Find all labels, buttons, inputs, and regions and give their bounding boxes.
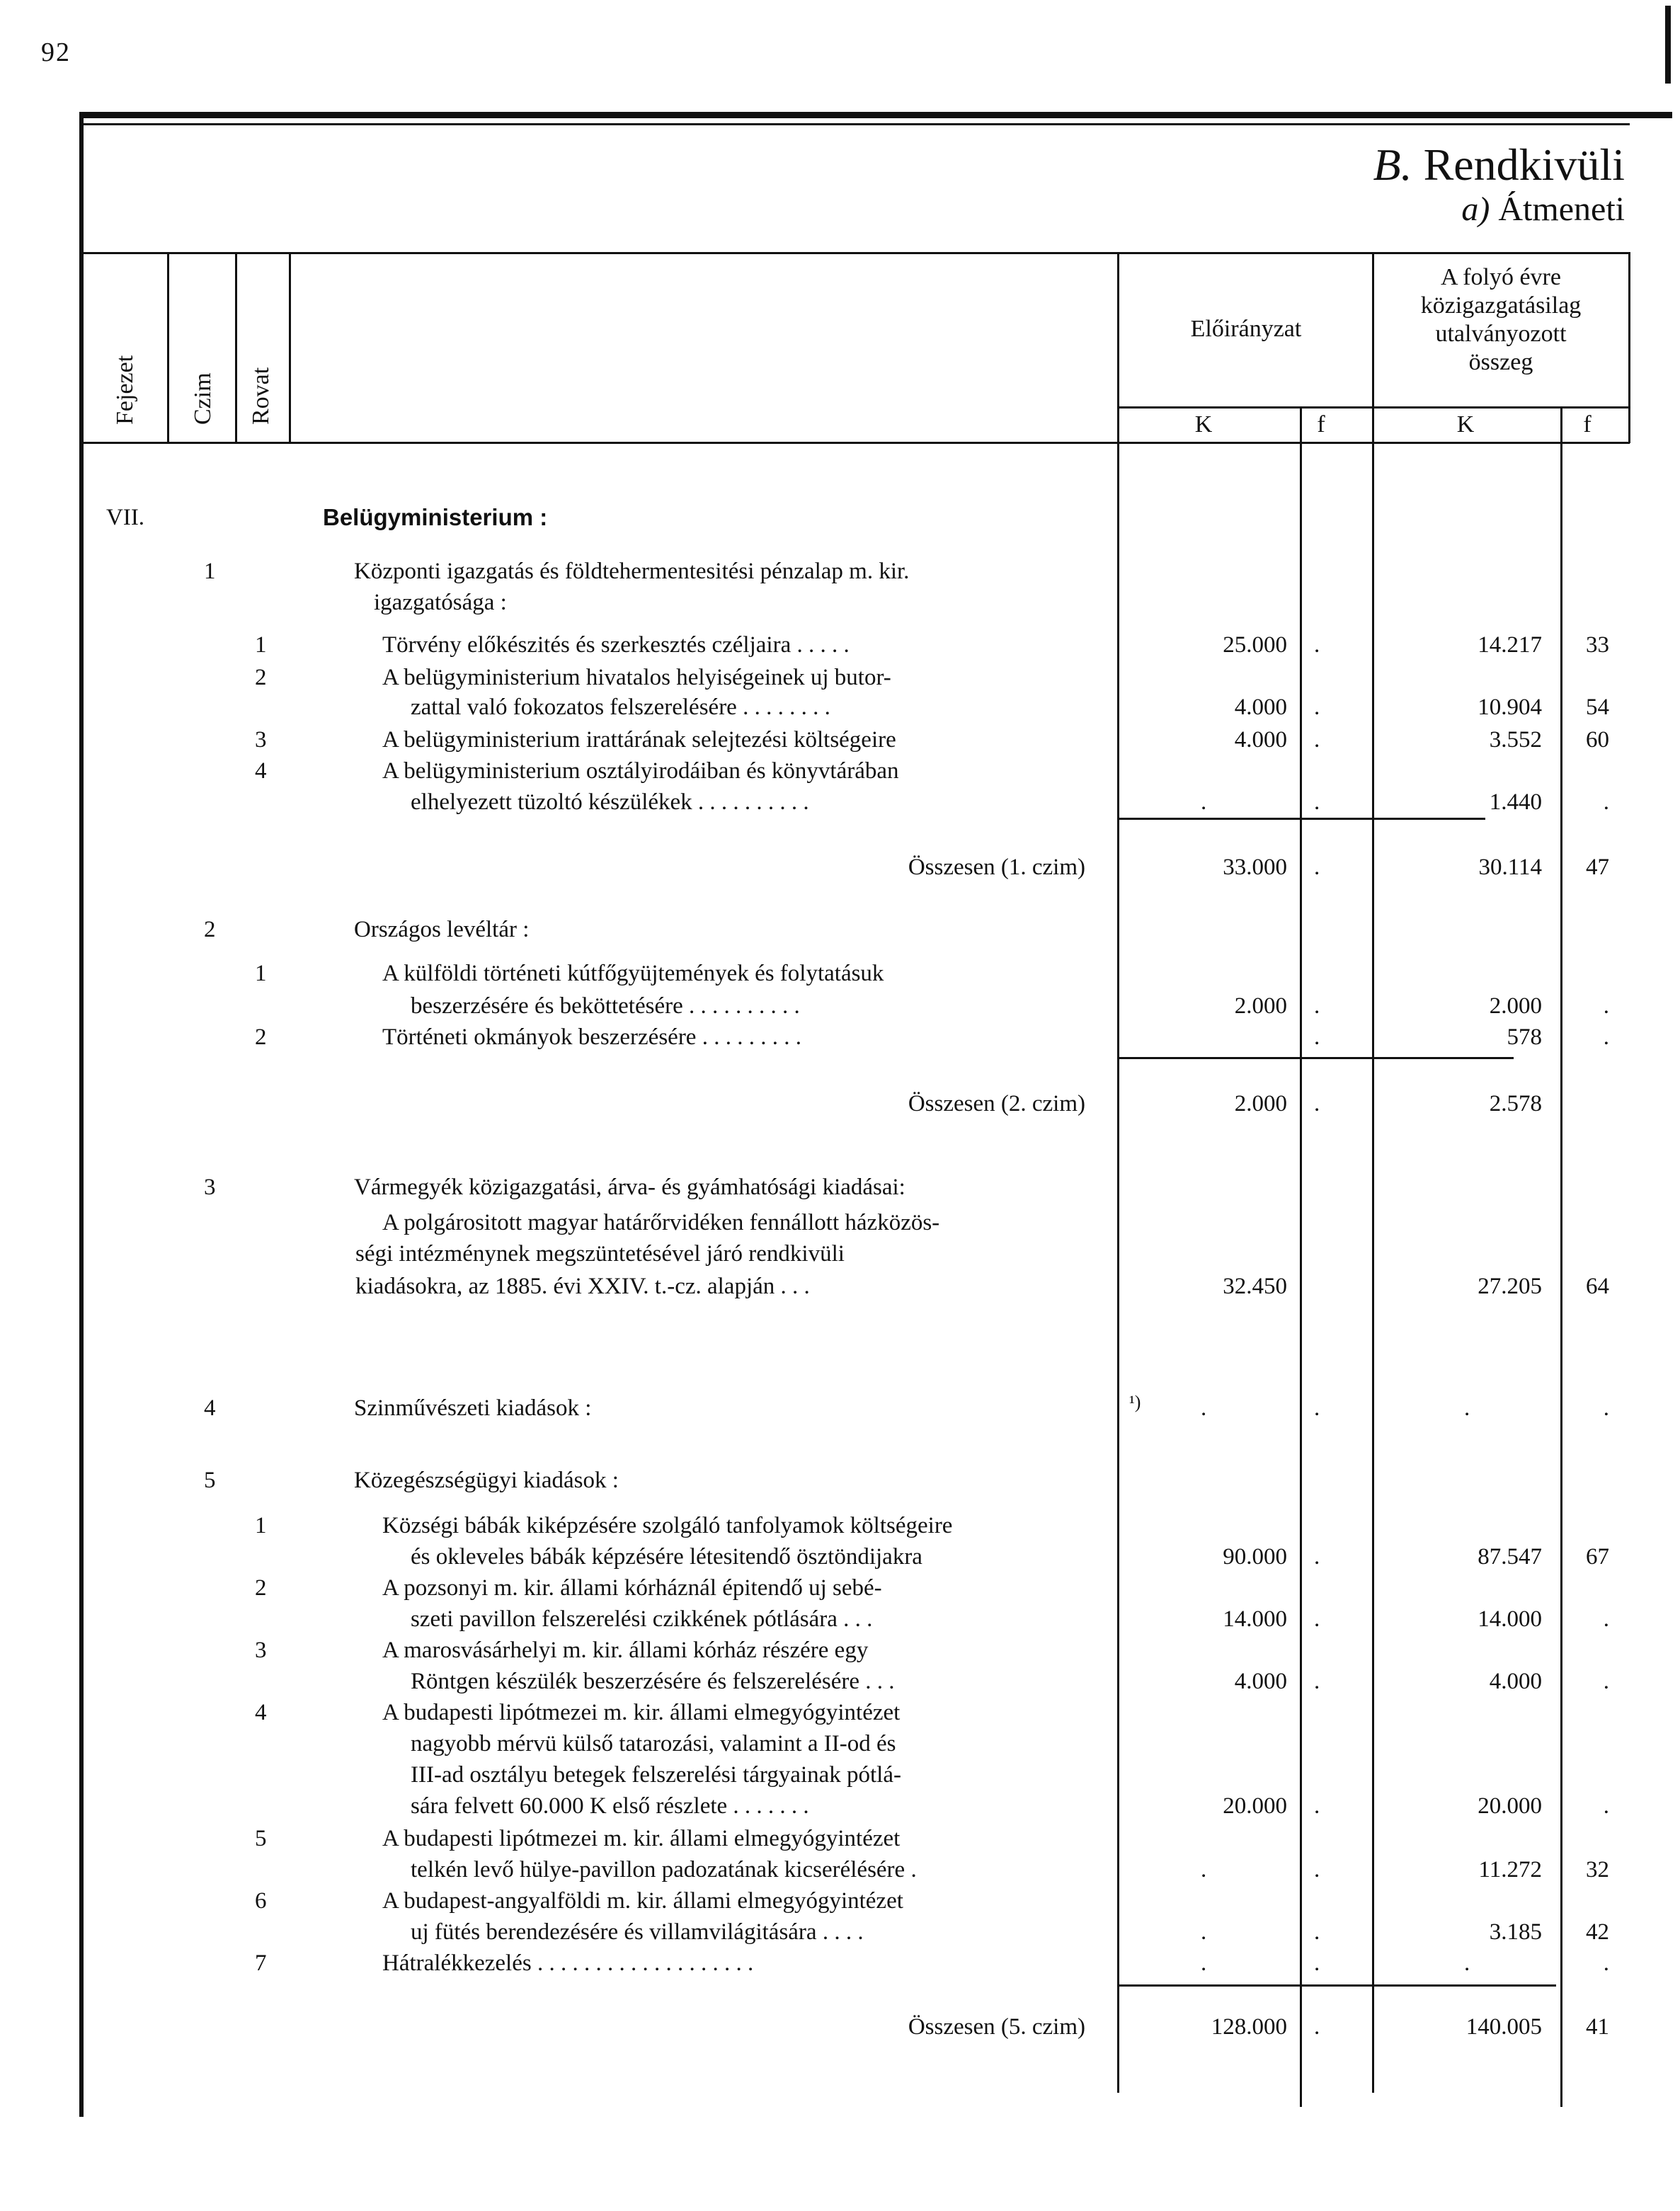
row-eloiranyzat-k: .: [1201, 789, 1207, 815]
col-sep-fejezet: [167, 252, 169, 443]
row-eloiranyzat-k: 14.000: [1223, 1606, 1287, 1632]
page-number: 92: [41, 38, 71, 67]
row-folyo-f: .: [1603, 789, 1609, 815]
row-folyo-k: 140.005: [1465, 2014, 1542, 2040]
table-row: [0, 555, 1680, 588]
table-row: [0, 724, 1680, 756]
header-f1: f: [1317, 411, 1325, 438]
row-folyo-f: .: [1603, 1793, 1609, 1819]
row-czim: 3: [204, 1175, 216, 1200]
row-folyo-f: 47: [1586, 855, 1609, 880]
header-k1: K: [1194, 411, 1213, 438]
row-eloiranyzat-f: .: [1314, 1606, 1320, 1632]
row-description: Belügyministerium :: [323, 504, 548, 530]
row-folyo-k: 4.000: [1489, 1669, 1542, 1694]
row-folyo-f: .: [1603, 993, 1609, 1019]
header-rovat: Rovat: [248, 367, 274, 425]
table-row: [0, 755, 1680, 787]
row-eloiranyzat-f: .: [1314, 632, 1320, 658]
row-folyo-f: .: [1603, 1024, 1609, 1050]
row-description: A budapesti lipótmezei m. kir. állami elmegyógyintézet: [382, 1700, 901, 1725]
row-eloiranyzat-f: .: [1314, 789, 1320, 815]
table-row: [0, 1727, 1680, 1760]
row-czim: 5: [204, 1468, 216, 1493]
row-eloiranyzat-k: 33.000: [1223, 855, 1287, 880]
row-folyo-k: 1.440: [1489, 789, 1542, 815]
header-folyo-line2: közigazgatásilag: [1420, 292, 1582, 319]
section-title-prefix: B.: [1373, 139, 1412, 190]
row-eloiranyzat-f: .: [1314, 727, 1320, 753]
row-description: Közegészségügyi kiadások :: [354, 1468, 619, 1493]
row-description: Központi igazgatás és földtehermentesitési pénzalap m. kir.: [354, 559, 910, 584]
row-eloiranyzat-k: .: [1201, 1395, 1207, 1421]
row-description: Szinművészeti kiadások :: [354, 1395, 592, 1421]
row-total-label: Összesen (5. czim): [908, 2014, 1085, 2040]
row-description: szeti pavillon felszerelési czikkének pótlására . . .: [411, 1606, 873, 1632]
row-folyo-f: 64: [1586, 1274, 1609, 1299]
row-folyo-f: 41: [1586, 2014, 1609, 2040]
row-eloiranyzat-f: .: [1314, 1919, 1320, 1945]
table-row: [0, 913, 1680, 946]
table-row-total: [0, 1087, 1680, 1120]
row-description: Törvény előkészités és szerkesztés czéljaira . . . . .: [382, 632, 850, 658]
top-rule-thin: [79, 123, 1630, 125]
row-rovat: 5: [255, 1826, 267, 1851]
table-row: [0, 1916, 1680, 1948]
header-folyo-line3: utalványozott: [1435, 321, 1567, 347]
row-description: kiadásokra, az 1885. évi XXIV. t.-cz. alapján . . .: [355, 1274, 810, 1299]
table-row: [0, 1790, 1680, 1822]
header-fejezet: Fejezet: [112, 355, 138, 425]
row-description: A pozsonyi m. kir. állami kórháznál épitendő uj sebé-: [382, 1575, 882, 1601]
table-row: [0, 1947, 1680, 1979]
row-folyo-k: 14.000: [1478, 1606, 1542, 1632]
section-title-text: Rendkivüli: [1423, 139, 1625, 190]
row-rovat: 6: [255, 1888, 267, 1914]
header-eloiranyzat: Előirányzat: [1190, 316, 1302, 342]
row-eloiranyzat-f: .: [1314, 1544, 1320, 1570]
section-subtitle: [1461, 190, 1625, 229]
section-subtitle-prefix: a): [1461, 190, 1490, 228]
row-eloiranyzat-k: 4.000: [1234, 727, 1287, 753]
row-rovat: 3: [255, 727, 267, 753]
row-eloiranyzat-k: 4.000: [1234, 1669, 1287, 1694]
row-eloiranyzat-k: 90.000: [1223, 1544, 1287, 1570]
row-eloiranyzat-k: 25.000: [1223, 632, 1287, 658]
header-czim: Czim: [190, 372, 216, 425]
row-eloiranyzat-f: .: [1314, 1091, 1320, 1116]
row-description: ségi intézménynek megszüntetésével járó rendkivüli: [355, 1241, 845, 1267]
row-rovat: 1: [255, 632, 267, 658]
row-folyo-k: 14.217: [1478, 632, 1542, 658]
table-row: [0, 1238, 1680, 1270]
table-row: [0, 1509, 1680, 1542]
row-rovat: 3: [255, 1638, 267, 1663]
top-rule: [79, 112, 1672, 118]
row-folyo-k: 87.547: [1478, 1544, 1542, 1570]
row-description: Röntgen készülék beszerzésére és felszerelésére . . .: [411, 1669, 895, 1694]
row-footnote-marker: ¹): [1129, 1392, 1141, 1412]
header-bottom-line: [84, 442, 1630, 444]
row-eloiranyzat-f: .: [1314, 855, 1320, 880]
row-folyo-k: .: [1464, 1395, 1470, 1421]
row-rovat: 2: [255, 665, 267, 690]
col-sep-rovat: [289, 252, 291, 443]
row-eloiranyzat-k: 2.000: [1234, 1091, 1287, 1116]
table-row: [0, 1021, 1680, 1053]
row-eloiranyzat-k: 20.000: [1223, 1793, 1287, 1819]
table-row: [0, 1759, 1680, 1791]
row-description: A marosvásárhelyi m. kir. állami kórház részére egy: [382, 1638, 869, 1663]
subtotal-rule-2: [1117, 1057, 1514, 1059]
row-folyo-f: 54: [1586, 695, 1609, 720]
row-description: A budapest-angyalföldi m. kir. állami elmegyógyintézet: [382, 1888, 903, 1914]
row-eloiranyzat-k: 4.000: [1234, 695, 1287, 720]
row-eloiranyzat-k: 2.000: [1234, 993, 1287, 1019]
table-row: [0, 1696, 1680, 1729]
row-description: Országos levéltár :: [354, 917, 530, 942]
row-eloiranyzat-f: .: [1314, 1395, 1320, 1421]
row-czim: 1: [204, 559, 216, 584]
row-eloiranyzat-f: .: [1314, 1793, 1320, 1819]
row-rovat: 2: [255, 1575, 267, 1601]
table-row: [0, 1270, 1680, 1303]
row-total-label: Összesen (1. czim): [908, 855, 1085, 880]
table-row: [0, 691, 1680, 724]
row-czim: 4: [204, 1395, 216, 1421]
row-description: Községi bábák kiképzésére szolgáló tanfolyamok költségeire: [382, 1513, 953, 1538]
row-description: és okleveles bábák képzésére létesitendő ösztöndijakra: [411, 1544, 922, 1570]
header-top-line: [84, 252, 1630, 254]
row-eloiranyzat-f: .: [1314, 1024, 1320, 1050]
header-folyo-line1: A folyó évre: [1441, 264, 1561, 290]
section-subtitle-text: Átmeneti: [1498, 190, 1625, 228]
table-row: [0, 1853, 1680, 1886]
table-row: [0, 629, 1680, 661]
row-folyo-k: 27.205: [1478, 1274, 1542, 1299]
row-description: uj fütés berendezésére és villamvilágitására . . . .: [411, 1919, 864, 1945]
row-folyo-f: 42: [1586, 1919, 1609, 1945]
row-folyo-f: .: [1603, 1395, 1609, 1421]
row-description: Történeti okmányok beszerzésére . . . . . . . . .: [382, 1024, 801, 1050]
row-folyo-f: .: [1603, 1669, 1609, 1694]
row-folyo-k: 578: [1507, 1024, 1542, 1050]
row-description: elhelyezett tüzoltó készülékek . . . . . . . . . .: [411, 789, 809, 815]
row-folyo-k: .: [1464, 1950, 1470, 1976]
row-folyo-k: 3.185: [1489, 1919, 1542, 1945]
table-row: [0, 1541, 1680, 1573]
row-eloiranyzat-k: .: [1201, 1950, 1207, 1976]
table-row: [0, 1392, 1680, 1424]
table-row: [0, 1464, 1680, 1497]
table-row: [0, 1171, 1680, 1204]
table-row: [0, 661, 1680, 694]
row-rovat: 4: [255, 758, 267, 784]
table-row-total: [0, 2011, 1680, 2043]
row-folyo-f: .: [1603, 1606, 1609, 1632]
header-f2: f: [1583, 411, 1592, 438]
section-title: [1373, 139, 1625, 191]
row-description: sára felvett 60.000 K első részlete . . . . . . .: [411, 1793, 809, 1819]
row-folyo-k: 20.000: [1478, 1793, 1542, 1819]
table-row: [0, 1822, 1680, 1855]
col-sep-czim: [235, 252, 237, 443]
row-description: A polgárositott magyar határőrvidéken fennállott házközös-: [382, 1210, 940, 1235]
row-folyo-k: 11.272: [1478, 1857, 1542, 1883]
print-mark: [1665, 6, 1671, 84]
table-row: [0, 1206, 1680, 1239]
row-eloiranyzat-f: .: [1314, 1950, 1320, 1976]
row-description: beszerzésére és beköttetésére . . . . . . . . . .: [411, 993, 800, 1019]
row-rovat: 2: [255, 1024, 267, 1050]
table-row: [0, 1885, 1680, 1917]
row-folyo-k: 2.578: [1489, 1091, 1542, 1116]
row-czim: 2: [204, 917, 216, 942]
header-folyo-line4: összeg: [1468, 349, 1533, 375]
table-row: [0, 786, 1680, 818]
row-description: telkén levő hülye-pavillon padozatának kicserélésére .: [411, 1857, 917, 1883]
row-eloiranyzat-k: .: [1201, 1857, 1207, 1883]
row-folyo-f: 33: [1586, 632, 1609, 658]
row-eloiranyzat-f: .: [1314, 2014, 1320, 2040]
row-description: nagyobb mérvü külső tatarozási, valamint a II-od és: [411, 1731, 896, 1756]
table-row: [0, 586, 1680, 619]
table-row: [0, 1572, 1680, 1604]
row-folyo-k: 3.552: [1489, 727, 1542, 753]
row-rovat: 1: [255, 1513, 267, 1538]
row-folyo-f: .: [1603, 1950, 1609, 1976]
row-total-label: Összesen (2. czim): [908, 1091, 1085, 1116]
row-description: Vármegyék közigazgatási, árva- és gyámhatósági kiadásai:: [354, 1175, 905, 1200]
row-folyo-k: 10.904: [1478, 695, 1542, 720]
row-description: A belügyministerium hivatalos helyiségeinek uj butor-: [382, 665, 891, 690]
row-description: A belügyministerium irattárának selejtezési költségeire: [382, 727, 896, 753]
row-eloiranyzat-k: .: [1201, 1919, 1207, 1945]
row-eloiranyzat-f: .: [1314, 993, 1320, 1019]
header-k2: K: [1456, 411, 1475, 438]
row-description: igazgatósága :: [374, 590, 507, 615]
row-description: III-ad osztályu betegek felszerelési tárgyainak pótlá-: [411, 1762, 901, 1788]
row-eloiranyzat-f: .: [1314, 1857, 1320, 1883]
col-sep-right: [1628, 252, 1630, 443]
header-folyo: [1373, 263, 1628, 377]
row-eloiranyzat-k: 128.000: [1211, 2014, 1287, 2040]
table-row: [0, 1603, 1680, 1635]
row-description: Hátralékkezelés . . . . . . . . . . . . . . . . . . .: [382, 1950, 754, 1976]
row-folyo-k: 2.000: [1489, 993, 1542, 1019]
table-row: [0, 1634, 1680, 1667]
row-rovat: 1: [255, 961, 267, 986]
table-row: [0, 957, 1680, 990]
table-row: [0, 501, 1680, 534]
row-rovat: 4: [255, 1700, 267, 1725]
row-folyo-f: 60: [1586, 727, 1609, 753]
row-description: A külföldi történeti kútfőgyüjtemények és folytatásuk: [382, 961, 884, 986]
row-folyo-f: 32: [1586, 1857, 1609, 1883]
row-eloiranyzat-f: .: [1314, 1669, 1320, 1694]
row-description: zattal való fokozatos felszerelésére . . . . . . . .: [411, 695, 830, 720]
table-row: [0, 990, 1680, 1022]
row-folyo-k: 30.114: [1478, 855, 1542, 880]
row-description: A budapesti lipótmezei m. kir. állami elmegyógyintézet: [382, 1826, 901, 1851]
row-folyo-f: 67: [1586, 1544, 1609, 1570]
row-fejezet: VII.: [106, 505, 145, 530]
row-eloiranyzat-f: .: [1314, 695, 1320, 720]
row-eloiranyzat-k: 32.450: [1223, 1274, 1287, 1299]
row-rovat: 7: [255, 1950, 267, 1976]
subtotal-rule-5: [1117, 1984, 1556, 1987]
table-row-total: [0, 851, 1680, 884]
table-row: [0, 1665, 1680, 1698]
row-description: A belügyministerium osztályirodáiban és könyvtárában: [382, 758, 899, 784]
